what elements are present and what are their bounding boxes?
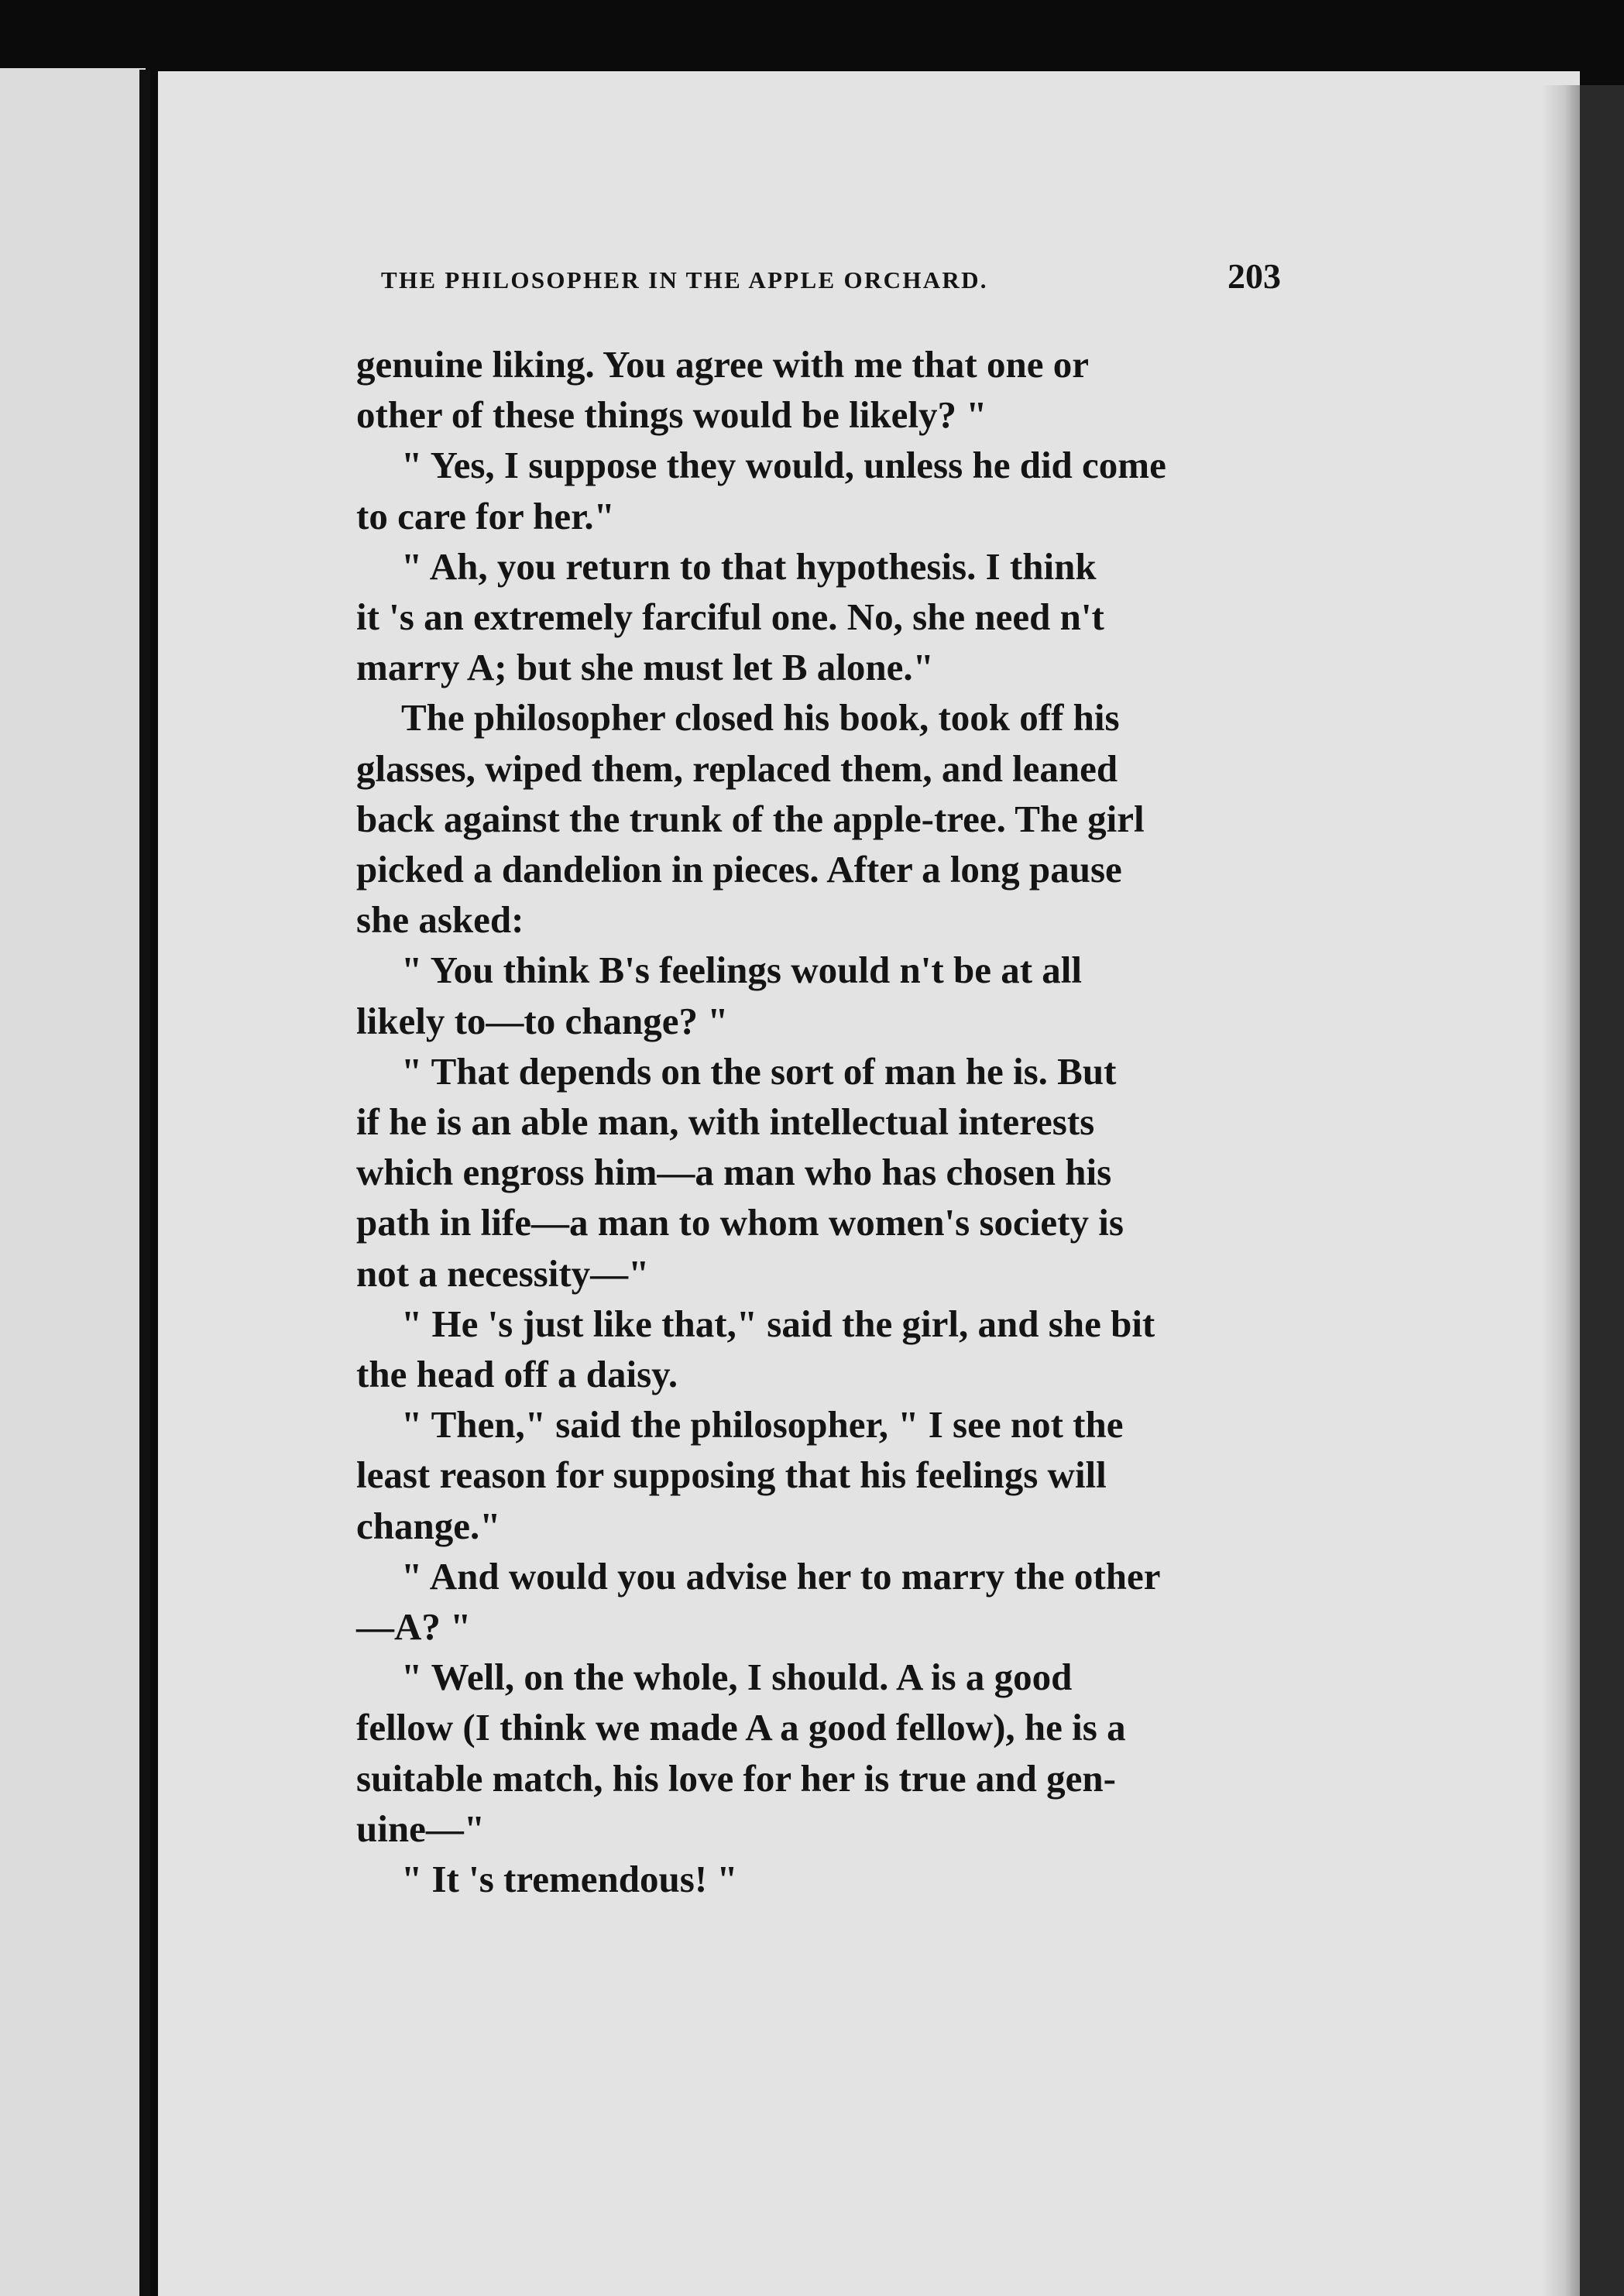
paragraph: genuine liking. You agree with me that one or other of these things would be likely? ": [356, 343, 1089, 437]
previous-page-edge: [0, 68, 146, 2296]
paragraph: " You think B's feelings would n't be at all likely to—to change? ": [356, 949, 1082, 1042]
paragraph: " Yes, I suppose they would, unless he did come to care for her.": [356, 444, 1166, 537]
paragraph: " Well, on the whole, I should. A is a good fellow (I think we made A a good fellow), he is a suitable match, his love for her is true and gen- uine—": [356, 1656, 1126, 1850]
paragraph: " And would you advise her to marry the other —A? ": [356, 1554, 1161, 1649]
running-title: THE PHILOSOPHER IN THE APPLE ORCHARD.: [381, 266, 988, 293]
page-number: 203: [1227, 256, 1281, 296]
paragraph: " Ah, you return to that hypothesis. I think it 's an extremely farciful one. No, she need n't marry A; but she must let B alone.": [356, 544, 1104, 689]
paragraph: " Then," said the philosopher, " I see not the least reason for supposing that his feelings will change.": [356, 1403, 1124, 1547]
right-margin-border: [1580, 85, 1624, 2296]
paragraph: " That depends on the sort of man he is. But if he is an able man, with intellectual interests which engross him—a man who has chosen his path in life—a man to whom women's society is not a necessity—": [356, 1049, 1124, 1295]
page-edge-shadow: [1541, 85, 1580, 2296]
book-gutter: [139, 70, 150, 2296]
paragraph: " He 's just like that," said the girl, and she bit the head off a daisy.: [356, 1302, 1155, 1396]
paragraph: " It 's tremendous! ": [401, 1858, 738, 1901]
body-text: [356, 339, 1282, 1904]
paragraph: The philosopher closed his book, took off his glasses, wiped them, replaced them, and leaned back against the trunk of the apple-tree. The girl picked a dandelion in pieces. After a long pause she asked:: [356, 696, 1145, 942]
running-head: [381, 256, 1281, 302]
